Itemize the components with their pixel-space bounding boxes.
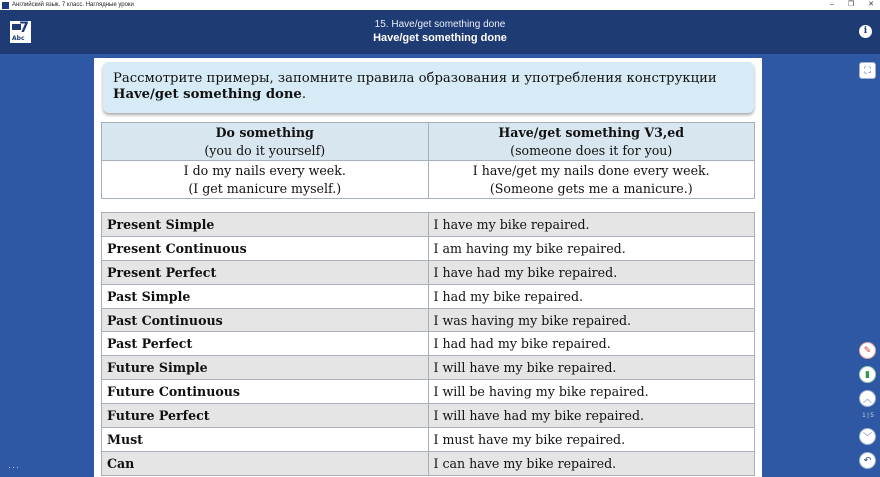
pen-icon: ✎ bbox=[863, 345, 872, 356]
draw-button[interactable] bbox=[859, 342, 876, 359]
app-header bbox=[0, 10, 880, 54]
example-line: (I get manicure myself.) bbox=[188, 180, 342, 196]
comparison-header-row bbox=[102, 123, 755, 161]
back-arrow-icon: ↶ bbox=[863, 455, 872, 466]
example-have bbox=[428, 161, 755, 199]
logo-grade: 7 bbox=[19, 20, 29, 36]
fullscreen-button[interactable] bbox=[859, 62, 876, 79]
comparison-table bbox=[101, 122, 755, 199]
more-icon[interactable]: ··· bbox=[8, 462, 20, 472]
rule-end: . bbox=[301, 87, 307, 102]
tense-form: Future Perfect bbox=[102, 404, 429, 428]
tense-row bbox=[102, 428, 755, 452]
minimize-button[interactable]: – bbox=[829, 1, 834, 8]
slide-page bbox=[94, 58, 762, 477]
header-note: (someone does it for you) bbox=[510, 142, 673, 158]
tense-example: I will be having my bike repaired. bbox=[428, 380, 755, 404]
chevron-up-icon: ︿ bbox=[862, 395, 872, 405]
tense-row bbox=[102, 260, 755, 284]
tense-example: I will have had my bike repaired. bbox=[428, 404, 755, 428]
tense-example: I had my bike repaired. bbox=[428, 284, 755, 308]
bookmark-icon: ▮ bbox=[865, 369, 870, 380]
scroll-up-button[interactable] bbox=[859, 390, 876, 407]
tense-form: Present Perfect bbox=[102, 260, 429, 284]
tense-form: Present Continuous bbox=[102, 236, 429, 260]
app-icon bbox=[2, 2, 9, 9]
tense-example: I can have my bike repaired. bbox=[428, 451, 755, 475]
tense-form: Past Perfect bbox=[102, 332, 429, 356]
tenses-table bbox=[101, 212, 755, 476]
tense-form: Future Continuous bbox=[102, 380, 429, 404]
tense-form: Present Simple bbox=[102, 213, 429, 237]
comparison-example-row bbox=[102, 161, 755, 199]
tense-form: Future Simple bbox=[102, 356, 429, 380]
tense-example: I must have my bike repaired. bbox=[428, 428, 755, 452]
comparison-header-have bbox=[428, 123, 755, 161]
tense-row bbox=[102, 332, 755, 356]
example-line: I do my nails every week. bbox=[183, 163, 346, 178]
rule-highlight: Have/get something done bbox=[113, 87, 302, 102]
tense-row bbox=[102, 284, 755, 308]
tense-example: I was having my bike repaired. bbox=[428, 308, 755, 332]
lesson-title: Have/get something done bbox=[373, 32, 507, 44]
tense-row bbox=[102, 380, 755, 404]
page-counter: 1 | 5 bbox=[862, 413, 874, 419]
window-controls bbox=[830, 0, 874, 10]
logo-label: Abc bbox=[12, 35, 25, 42]
tense-row bbox=[102, 308, 755, 332]
example-do bbox=[102, 161, 429, 199]
tense-form: Past Simple bbox=[102, 284, 429, 308]
example-line: I have/get my nails done every week. bbox=[472, 163, 710, 178]
lesson-number-title: 15. Have/get something done bbox=[374, 19, 506, 30]
bookmark-button[interactable] bbox=[859, 366, 876, 383]
info-button[interactable]: i bbox=[859, 25, 872, 38]
header-note: (you do it yourself) bbox=[204, 142, 326, 158]
tense-example: I have had my bike repaired. bbox=[428, 260, 755, 284]
header-title: Have/get something V3,ed bbox=[498, 125, 685, 140]
window-titlebar bbox=[0, 0, 880, 10]
tense-form: Can bbox=[102, 451, 429, 475]
scroll-down-button[interactable] bbox=[859, 428, 876, 445]
tense-row bbox=[102, 356, 755, 380]
maximize-button[interactable]: ❐ bbox=[847, 1, 855, 8]
chevron-down-icon: ﹀ bbox=[862, 433, 872, 443]
tense-form: Must bbox=[102, 428, 429, 452]
tense-example: I have my bike repaired. bbox=[428, 213, 755, 237]
tense-row bbox=[102, 236, 755, 260]
rule-instruction bbox=[103, 62, 754, 113]
tense-row bbox=[102, 451, 755, 475]
comparison-header-do bbox=[102, 123, 429, 161]
back-button[interactable] bbox=[859, 452, 876, 469]
tense-form: Past Continuous bbox=[102, 308, 429, 332]
tense-row bbox=[102, 213, 755, 237]
close-button[interactable]: ✕ bbox=[868, 1, 874, 8]
window-title: Английский язык. 7 класс. Наглядные уроки bbox=[12, 2, 134, 8]
rule-text: Рассмотрите примеры, запомните правила образования и употребления конструкции bbox=[113, 71, 717, 86]
header-title: Do something bbox=[215, 125, 314, 140]
fullscreen-icon: ⛶ bbox=[864, 65, 871, 76]
tense-example: I had had my bike repaired. bbox=[428, 332, 755, 356]
tense-example: I am having my bike repaired. bbox=[428, 236, 755, 260]
content-stage bbox=[0, 54, 880, 477]
tense-example: I will have my bike repaired. bbox=[428, 356, 755, 380]
tense-row bbox=[102, 404, 755, 428]
example-line: (Someone gets me a manicure.) bbox=[489, 180, 693, 196]
